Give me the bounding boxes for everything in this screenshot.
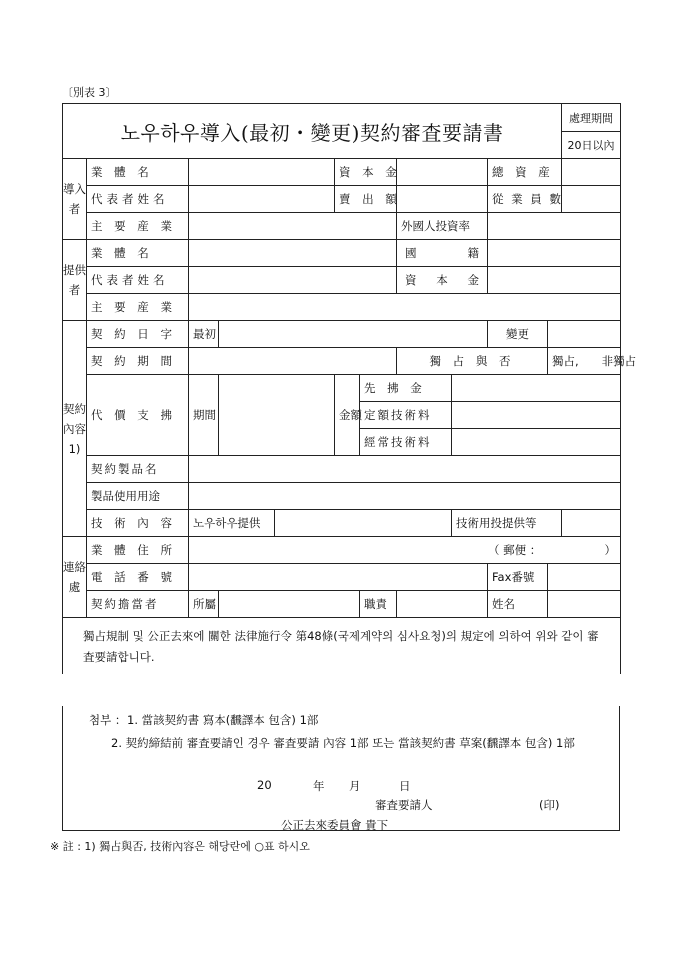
- provider-capital-char-1: 資: [405, 273, 417, 287]
- knowhow-field[interactable]: [275, 510, 452, 537]
- provider-main-biz-label: 主 要 産 業: [87, 294, 189, 321]
- fax-field[interactable]: [548, 564, 621, 591]
- name-label: 姓名: [488, 591, 548, 618]
- importer-capital-field[interactable]: [397, 159, 488, 186]
- importer-sales-field[interactable]: [397, 186, 488, 213]
- date-year-unit: 年: [313, 779, 325, 793]
- importer-main-biz-label: 主 要 産 業: [87, 213, 189, 240]
- zip-code-label: （ 郵便 ： ）: [487, 543, 617, 557]
- importer-section-label: 導入者: [63, 159, 87, 240]
- provider-ceo-label: 代表者姓名: [87, 267, 189, 294]
- provider-capital-label: [397, 267, 488, 294]
- position-field[interactable]: [397, 591, 488, 618]
- importer-employees-field[interactable]: [562, 186, 621, 213]
- tech-content-label: 技 術 內 容: [87, 510, 189, 537]
- person-in-charge-label: 契約擔當者: [87, 591, 189, 618]
- date-year: 20: [257, 778, 272, 792]
- provider-biz-name-label: 業 體 名: [87, 240, 189, 267]
- importer-sales-label: 賣 出 額: [335, 186, 397, 213]
- importer-capital-label: 資 本 金: [335, 159, 397, 186]
- provider-nationality-char-2: 籍: [467, 246, 479, 260]
- importer-total-assets-field[interactable]: [562, 159, 621, 186]
- dept-field[interactable]: [219, 591, 360, 618]
- contract-date-change-field[interactable]: [548, 321, 621, 348]
- seal-mark: (印): [539, 798, 560, 812]
- product-use-label: 製品使用用途: [87, 483, 189, 510]
- importer-ceo-field[interactable]: [189, 186, 335, 213]
- importer-total-assets-label: 總 資 産: [488, 159, 562, 186]
- contract-period-field[interactable]: [189, 348, 397, 375]
- contact-section-label: 連絡處: [63, 537, 87, 618]
- importer-biz-name-field[interactable]: [189, 159, 335, 186]
- recipient-line: 公正去來委員會 貴下: [281, 818, 389, 832]
- annex-label: 〔別表 3〕: [62, 86, 117, 99]
- requester-label: 審査要請人: [375, 798, 433, 812]
- provider-capital-field[interactable]: [488, 267, 621, 294]
- form-title: 노우하우導入(最初・變更)契約審査要請書: [63, 104, 562, 159]
- provider-capital-char-3: 金: [467, 273, 479, 287]
- attachment-item-1: 1. 當該契約書 寫本(飜譯本 包含) 1部: [127, 713, 319, 727]
- importer-foreign-ratio-label: 外國人投資率: [397, 213, 488, 240]
- payment-amount-label: 金額: [335, 375, 360, 456]
- date-month-unit: 月: [349, 779, 361, 793]
- advance-payment-field[interactable]: [452, 375, 621, 402]
- attachment-block: [62, 706, 620, 831]
- product-name-label: 契約製品名: [87, 456, 189, 483]
- tech-staff-field[interactable]: [562, 510, 621, 537]
- payment-term-label: 期間: [189, 375, 219, 456]
- provider-main-biz-field[interactable]: [189, 294, 621, 321]
- importer-ceo-label: 代表者姓名: [87, 186, 189, 213]
- dept-label: 所屬: [189, 591, 219, 618]
- address-field[interactable]: [189, 537, 621, 564]
- date-day-unit: 日: [399, 779, 411, 793]
- contract-date-first-label: 最初: [189, 321, 219, 348]
- importer-foreign-ratio-field[interactable]: [488, 213, 621, 240]
- tech-staff-option[interactable]: 技術用投提供等: [452, 510, 562, 537]
- phone-label: 電 話 番 號: [87, 564, 189, 591]
- importer-main-biz-field[interactable]: [189, 213, 397, 240]
- importer-biz-name-label: 業 體 名: [87, 159, 189, 186]
- contract-date-label: 契 約 日 字: [87, 321, 189, 348]
- contract-period-label: 契 約 期 間: [87, 348, 189, 375]
- provider-nationality-label: [397, 240, 488, 267]
- provider-ceo-field[interactable]: [189, 267, 397, 294]
- position-label: 職責: [360, 591, 397, 618]
- review-request-form: [62, 103, 637, 674]
- provider-section-label: 提供者: [63, 240, 87, 321]
- advance-payment-label: 先 拂 金: [360, 375, 452, 402]
- phone-field[interactable]: [189, 564, 488, 591]
- provider-nationality-char-1: 國: [405, 246, 417, 260]
- provider-nationality-field[interactable]: [488, 240, 621, 267]
- contract-date-change-label: 變更: [488, 321, 548, 348]
- attachment-item-2: 2. 契約締結前 審査要請인 경우 審査要請 內容 1部 또는 當該契約書 草案(飜譯本 包含) 1部: [111, 736, 575, 750]
- contract-date-first-field[interactable]: [219, 321, 488, 348]
- exclusive-choice[interactable]: 獨占, 非獨占: [548, 348, 621, 375]
- processing-period-value: 20日以內: [562, 132, 621, 159]
- importer-employees-label: 從 業 員 數: [488, 186, 562, 213]
- payment-label: 代 價 支 拂: [87, 375, 189, 456]
- fixed-fee-label: 定額技術料: [360, 402, 452, 429]
- payment-term-field[interactable]: [219, 375, 335, 456]
- product-use-field[interactable]: [189, 483, 621, 510]
- statement-text: 獨占規制 및 公正去來에 關한 法律施行令 第48條(국제계약의 심사요청)의 規定에 의하여 위와 같이 審査要請합니다.: [63, 618, 621, 675]
- knowhow-option[interactable]: 노우하우提供: [189, 510, 275, 537]
- running-fee-label: 經常技術料: [360, 429, 452, 456]
- product-name-field[interactable]: [189, 456, 621, 483]
- footnote: ※ 註 : 1) 獨占與否, 技術內容은 해당란에 ○표 하시오: [50, 840, 310, 853]
- running-fee-field[interactable]: [452, 429, 621, 456]
- attachment-label: 첨부 ：: [89, 713, 127, 727]
- address-label: 業 體 住 所: [87, 537, 189, 564]
- exclusive-label: 獨 占 與 否: [397, 348, 548, 375]
- fax-label: Fax番號: [488, 564, 548, 591]
- name-field[interactable]: [548, 591, 621, 618]
- provider-capital-char-2: 本: [436, 273, 448, 287]
- processing-period-label: 處理期間: [562, 104, 621, 132]
- fixed-fee-field[interactable]: [452, 402, 621, 429]
- provider-biz-name-field[interactable]: [189, 240, 397, 267]
- contract-section-label: 契約內容1): [63, 321, 87, 537]
